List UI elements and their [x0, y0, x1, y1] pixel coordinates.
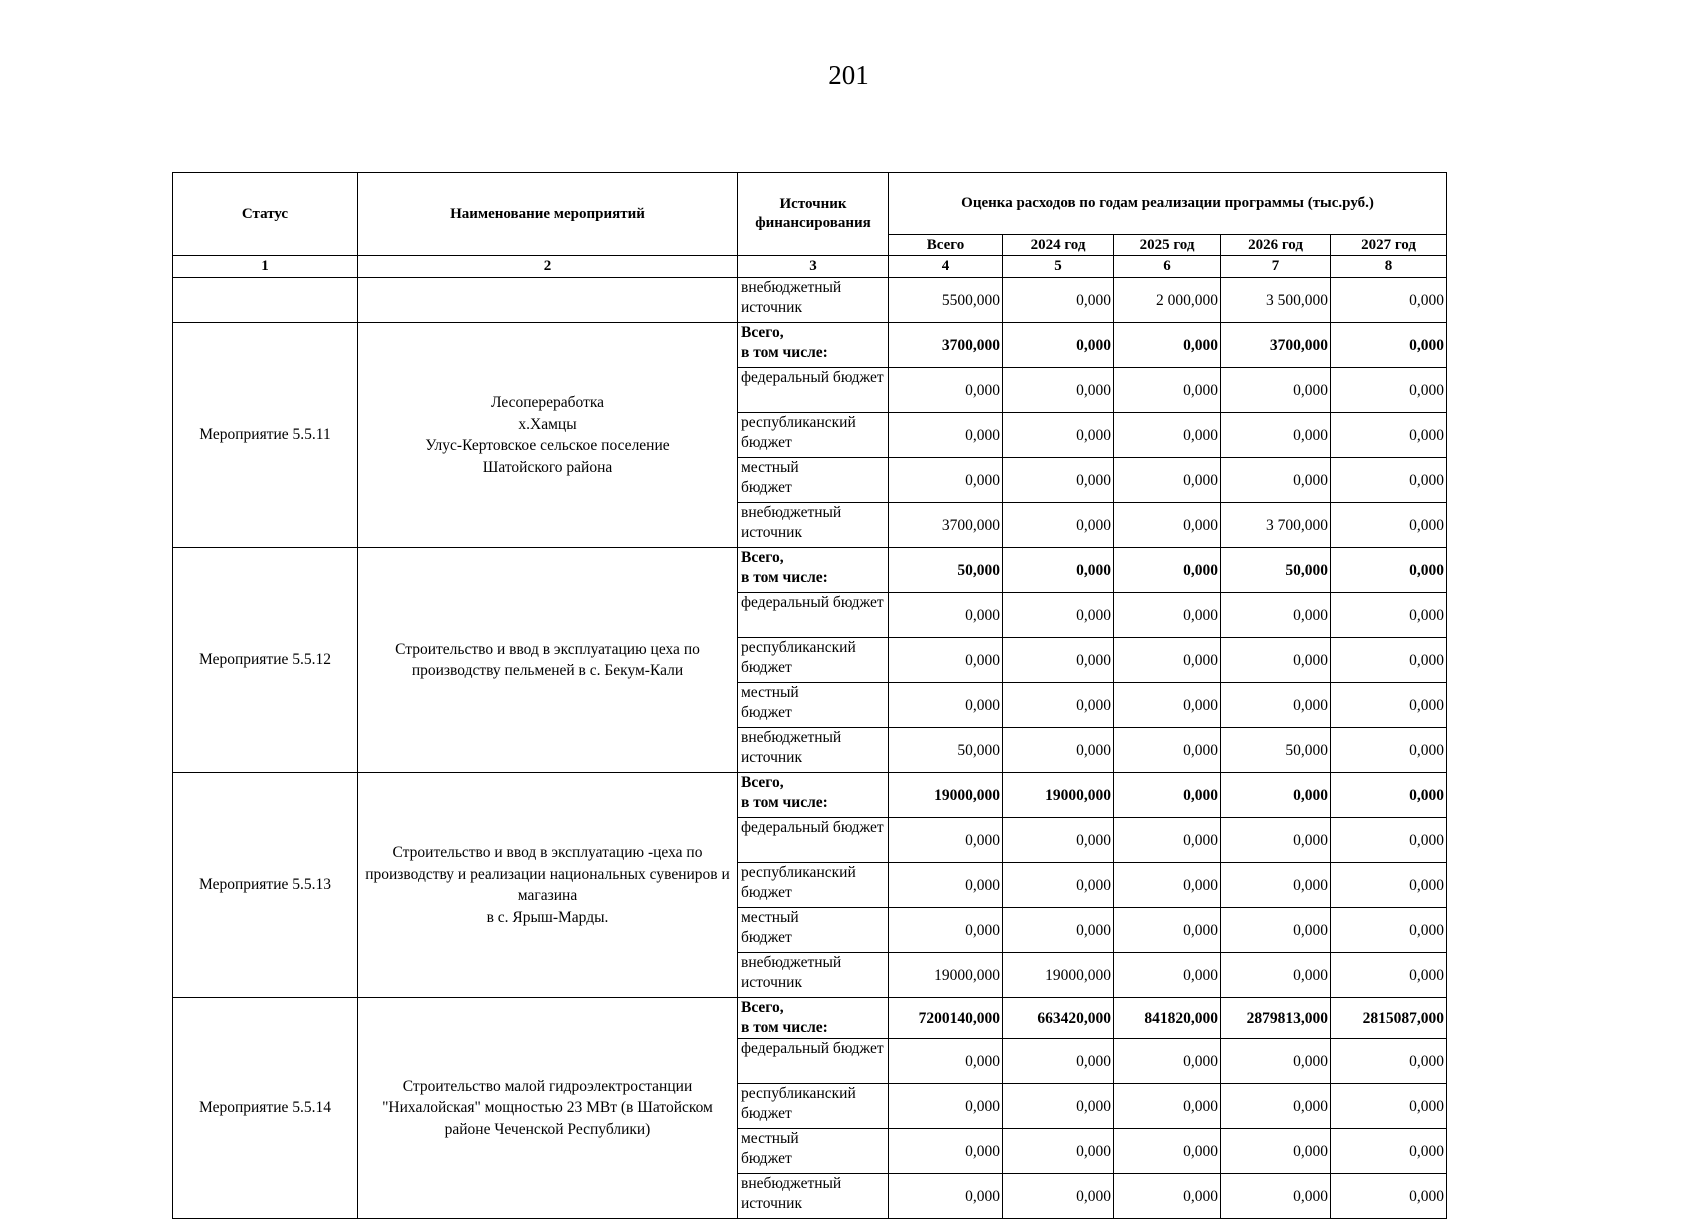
value-2026: 0,000 [1221, 593, 1331, 638]
column-number: 5 [1003, 256, 1114, 278]
value-2025: 0,000 [1114, 1039, 1221, 1084]
value-2025: 0,000 [1114, 953, 1221, 998]
value-2024: 0,000 [1003, 638, 1114, 683]
value-2025: 0,000 [1114, 503, 1221, 548]
status-cell: Мероприятие 5.5.13 [173, 773, 358, 998]
value-total: 50,000 [889, 728, 1003, 773]
value-2025: 0,000 [1114, 818, 1221, 863]
value-2024: 0,000 [1003, 368, 1114, 413]
value-2026: 2879813,000 [1221, 998, 1331, 1039]
value-2025: 0,000 [1114, 323, 1221, 368]
value-total: 0,000 [889, 593, 1003, 638]
name-cell [358, 548, 738, 773]
event-name: Лесопереработка х.Хамцы Улус-Кертовское сельское поселение Шатойского района [425, 394, 670, 476]
header-name: Наименование мероприятий [358, 173, 738, 256]
value-2025: 0,000 [1114, 1174, 1221, 1219]
group-total-row [173, 773, 1447, 818]
value-2025: 0,000 [1114, 773, 1221, 818]
value-2026: 0,000 [1221, 683, 1331, 728]
source-cell: внебюджетный источник [738, 728, 889, 773]
status-cell: Мероприятие 5.5.12 [173, 548, 358, 773]
value-2024: 0,000 [1003, 278, 1114, 323]
value-2024: 0,000 [1003, 413, 1114, 458]
source-cell: Всего, в том числе: [738, 548, 889, 593]
continuation-row [173, 278, 1447, 323]
value-2026: 0,000 [1221, 638, 1331, 683]
header-2025: 2025 год [1114, 235, 1221, 256]
source-cell: Всего, в том числе: [738, 323, 889, 368]
header-estimate: Оценка расходов по годам реализации программы (тыс.руб.) [889, 173, 1447, 235]
source-cell: внебюджетный источник [738, 278, 889, 323]
source-cell: Всего, в том числе: [738, 773, 889, 818]
value-2027: 0,000 [1331, 953, 1447, 998]
value-2027: 0,000 [1331, 323, 1447, 368]
value-2027: 0,000 [1331, 818, 1447, 863]
value-2025: 0,000 [1114, 1129, 1221, 1174]
source-cell: местный бюджет [738, 458, 889, 503]
status-cell: Мероприятие 5.5.11 [173, 323, 358, 548]
name-cell [358, 998, 738, 1219]
value-2024: 0,000 [1003, 863, 1114, 908]
value-2027: 0,000 [1331, 1129, 1447, 1174]
value-2025: 0,000 [1114, 413, 1221, 458]
value-total: 0,000 [889, 638, 1003, 683]
value-2024: 0,000 [1003, 1039, 1114, 1084]
value-2024: 0,000 [1003, 323, 1114, 368]
source-cell: местный бюджет [738, 683, 889, 728]
source-cell: федеральный бюджет [738, 818, 889, 863]
source-cell: республиканский бюджет [738, 1084, 889, 1129]
name-cell [358, 773, 738, 998]
source-cell: республиканский бюджет [738, 863, 889, 908]
value-total: 5500,000 [889, 278, 1003, 323]
value-2026: 0,000 [1221, 1174, 1331, 1219]
header-2026: 2026 год [1221, 235, 1331, 256]
table-body [173, 278, 1447, 1219]
column-number: 2 [358, 256, 738, 278]
event-name: Строительство малой гидроэлектростанции "Нихалойская" мощностью 23 МВт (в Шатойском районе Чеченской Республики) [382, 1077, 713, 1138]
value-2027: 0,000 [1331, 593, 1447, 638]
column-number: 3 [738, 256, 889, 278]
header-source: Источник финансирования [738, 173, 889, 256]
value-2027: 0,000 [1331, 863, 1447, 908]
name-cell-empty [358, 278, 738, 323]
value-2026: 0,000 [1221, 773, 1331, 818]
value-2024: 0,000 [1003, 1129, 1114, 1174]
value-2025: 0,000 [1114, 593, 1221, 638]
event-name: Строительство и ввод в эксплуатацию цеха по производству пельменей в с. Бекум-Кали [395, 640, 700, 679]
source-cell: внебюджетный источник [738, 953, 889, 998]
value-2026: 0,000 [1221, 818, 1331, 863]
value-2026: 0,000 [1221, 863, 1331, 908]
value-total: 19000,000 [889, 953, 1003, 998]
value-2026: 0,000 [1221, 1084, 1331, 1129]
value-2024: 0,000 [1003, 1174, 1114, 1219]
value-total: 0,000 [889, 1129, 1003, 1174]
value-total: 0,000 [889, 413, 1003, 458]
value-2024: 0,000 [1003, 818, 1114, 863]
value-2026: 0,000 [1221, 908, 1331, 953]
value-total: 0,000 [889, 458, 1003, 503]
value-2025: 0,000 [1114, 458, 1221, 503]
column-number: 7 [1221, 256, 1331, 278]
value-2025: 0,000 [1114, 683, 1221, 728]
value-2027: 0,000 [1331, 908, 1447, 953]
value-total: 3700,000 [889, 503, 1003, 548]
value-2027: 0,000 [1331, 413, 1447, 458]
value-2025: 2 000,000 [1114, 278, 1221, 323]
value-2026: 0,000 [1221, 953, 1331, 998]
source-cell: Всего, в том числе: [738, 998, 889, 1039]
value-2025: 0,000 [1114, 638, 1221, 683]
value-2024: 0,000 [1003, 1084, 1114, 1129]
value-total: 0,000 [889, 1174, 1003, 1219]
value-2027: 0,000 [1331, 458, 1447, 503]
value-total: 0,000 [889, 683, 1003, 728]
value-2025: 841820,000 [1114, 998, 1221, 1039]
value-2027: 0,000 [1331, 773, 1447, 818]
value-2025: 0,000 [1114, 548, 1221, 593]
value-total: 7200140,000 [889, 998, 1003, 1039]
value-total: 0,000 [889, 1084, 1003, 1129]
header-total: Всего [889, 235, 1003, 256]
value-2026: 0,000 [1221, 413, 1331, 458]
value-2024: 0,000 [1003, 548, 1114, 593]
source-cell: федеральный бюджет [738, 593, 889, 638]
group-total-row [173, 998, 1447, 1039]
status-cell: Мероприятие 5.5.14 [173, 998, 358, 1219]
value-2024: 19000,000 [1003, 773, 1114, 818]
value-2026: 3700,000 [1221, 323, 1331, 368]
table-viewport [172, 172, 1450, 1212]
value-2027: 0,000 [1331, 1084, 1447, 1129]
value-2024: 0,000 [1003, 458, 1114, 503]
value-total: 50,000 [889, 548, 1003, 593]
status-cell-empty [173, 278, 358, 323]
name-cell [358, 323, 738, 548]
value-2027: 0,000 [1331, 683, 1447, 728]
group-total-row [173, 323, 1447, 368]
value-2024: 0,000 [1003, 728, 1114, 773]
source-cell: республиканский бюджет [738, 638, 889, 683]
value-2025: 0,000 [1114, 908, 1221, 953]
value-total: 0,000 [889, 908, 1003, 953]
value-2025: 0,000 [1114, 368, 1221, 413]
value-total: 0,000 [889, 1039, 1003, 1084]
value-total: 19000,000 [889, 773, 1003, 818]
value-2025: 0,000 [1114, 1084, 1221, 1129]
source-cell: местный бюджет [738, 908, 889, 953]
value-2024: 19000,000 [1003, 953, 1114, 998]
value-2027: 0,000 [1331, 1039, 1447, 1084]
value-2027: 0,000 [1331, 728, 1447, 773]
value-2027: 2815087,000 [1331, 998, 1447, 1039]
value-2027: 0,000 [1331, 638, 1447, 683]
group-total-row [173, 548, 1447, 593]
value-2025: 0,000 [1114, 728, 1221, 773]
column-number: 6 [1114, 256, 1221, 278]
header-2024: 2024 год [1003, 235, 1114, 256]
value-2026: 50,000 [1221, 728, 1331, 773]
value-2027: 0,000 [1331, 368, 1447, 413]
column-number: 4 [889, 256, 1003, 278]
source-cell: федеральный бюджет [738, 368, 889, 413]
value-2024: 0,000 [1003, 593, 1114, 638]
value-2027: 0,000 [1331, 278, 1447, 323]
value-2024: 0,000 [1003, 503, 1114, 548]
value-total: 3700,000 [889, 323, 1003, 368]
expenses-table [172, 172, 1447, 1219]
column-number: 8 [1331, 256, 1447, 278]
event-name: Строительство и ввод в эксплуатацию -цеха по производству и реализации национальных сувениров и магазина в с. Ярыш-Марды. [365, 844, 730, 926]
value-2024: 0,000 [1003, 908, 1114, 953]
value-2026: 3 700,000 [1221, 503, 1331, 548]
source-cell: федеральный бюджет [738, 1039, 889, 1084]
value-2027: 0,000 [1331, 1174, 1447, 1219]
value-2024: 0,000 [1003, 683, 1114, 728]
source-cell: внебюджетный источник [738, 503, 889, 548]
value-total: 0,000 [889, 818, 1003, 863]
value-2026: 0,000 [1221, 458, 1331, 503]
value-2025: 0,000 [1114, 863, 1221, 908]
header-status: Статус [173, 173, 358, 256]
header-2027: 2027 год [1331, 235, 1447, 256]
value-2026: 50,000 [1221, 548, 1331, 593]
column-numbers-row [173, 256, 1447, 278]
value-2026: 0,000 [1221, 1039, 1331, 1084]
value-total: 0,000 [889, 863, 1003, 908]
value-2026: 0,000 [1221, 368, 1331, 413]
source-cell: республиканский бюджет [738, 413, 889, 458]
value-2027: 0,000 [1331, 503, 1447, 548]
value-2026: 3 500,000 [1221, 278, 1331, 323]
source-cell: местный бюджет [738, 1129, 889, 1174]
column-number: 1 [173, 256, 358, 278]
page-number: 201 [828, 60, 869, 90]
value-total: 0,000 [889, 368, 1003, 413]
value-2026: 0,000 [1221, 1129, 1331, 1174]
source-cell: внебюджетный источник [738, 1174, 889, 1219]
value-2024: 663420,000 [1003, 998, 1114, 1039]
value-2027: 0,000 [1331, 548, 1447, 593]
